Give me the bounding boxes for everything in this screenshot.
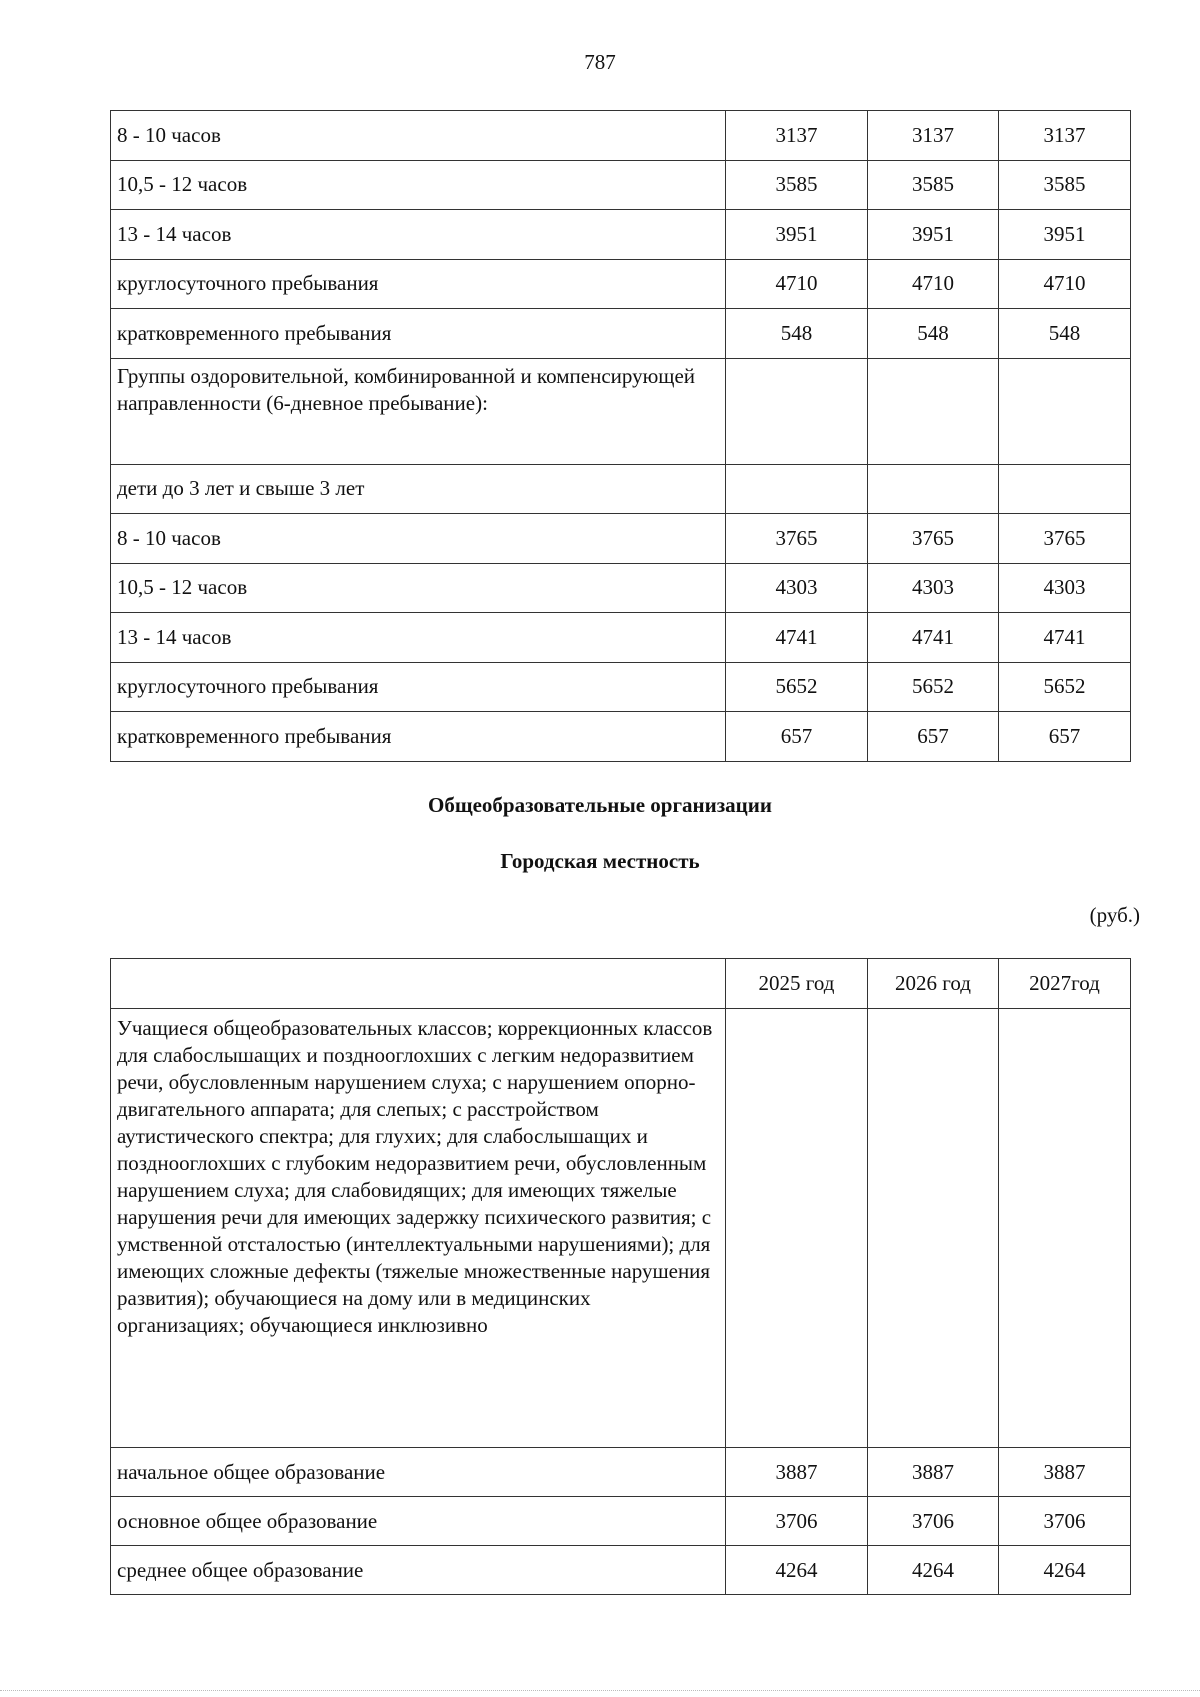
value-cell: 657	[868, 712, 999, 762]
value-cell: 3706	[999, 1497, 1131, 1546]
table-row	[111, 514, 1131, 564]
row-label: круглосуточного пребывания	[111, 259, 726, 309]
row-label: 13 - 14 часов	[111, 210, 726, 260]
value-cell: 657	[999, 712, 1131, 762]
value-cell: 5652	[726, 662, 868, 712]
value-cell: 4710	[999, 259, 1131, 309]
value-cell: 3585	[726, 160, 868, 210]
subsection-heading: Городская местность	[500, 849, 700, 873]
value-cell: 3137	[726, 111, 868, 161]
table-row	[111, 259, 1131, 309]
value-cell: 3765	[868, 514, 999, 564]
value-cell: 3765	[726, 514, 868, 564]
value-cell: 4741	[726, 613, 868, 663]
section-heading: Общеобразовательные организации	[428, 793, 772, 817]
row-label: Группы оздоровительной, комбинированной и компенсирующей направленности (6-дневное пребывание):	[111, 358, 726, 464]
table-row	[111, 160, 1131, 210]
value-cell: 5652	[868, 662, 999, 712]
value-cell	[868, 358, 999, 464]
row-label: круглосуточного пребывания	[111, 662, 726, 712]
table-row	[111, 563, 1131, 613]
table-row	[111, 1448, 1131, 1497]
header-cell-2026: 2026 год	[868, 959, 999, 1009]
table-row	[111, 210, 1131, 260]
value-cell	[868, 464, 999, 514]
row-label: кратковременного пребывания	[111, 309, 726, 359]
page-number: 787	[584, 50, 616, 74]
row-label: 8 - 10 часов	[111, 111, 726, 161]
value-cell: 3706	[868, 1497, 999, 1546]
header-cell	[111, 959, 726, 1009]
value-cell: 3706	[726, 1497, 868, 1546]
table-row	[111, 111, 1131, 161]
table-row	[111, 613, 1131, 663]
table-row	[111, 358, 1131, 464]
value-cell	[726, 464, 868, 514]
category-description: Учащиеся общеобразовательных классов; коррекционных классов для слабослышащих и позднооглохших с легким недоразвитием речи, обусловленным нарушением слуха; с нарушением опорно-двигательного аппарата; для слепых; с расстройством аутистического спектра; для глухих; для слабослышащих и позднооглохших с глубоким недоразвитием речи, обусловленным нарушением слуха; для слабовидящих; для имеющих тяжелые нарушения речи для имеющих задержку психического развития; с умственной отсталостью (интеллектуальными нарушениями); для имеющих сложные дефекты (тяжелые множественные нарушения развития); обучающиеся на дому или в медицинских организациях; обучающиеся инклюзивно	[111, 1009, 726, 1448]
table-row	[111, 464, 1131, 514]
value-cell: 3887	[868, 1448, 999, 1497]
value-cell: 3951	[726, 210, 868, 260]
value-cell: 4710	[868, 259, 999, 309]
value-cell: 4264	[999, 1546, 1131, 1595]
table-row	[111, 1546, 1131, 1595]
value-cell: 3951	[999, 210, 1131, 260]
tariff-table-preschool	[110, 110, 1131, 762]
row-label: начальное общее образование	[111, 1448, 726, 1497]
header-cell-2027: 2027год	[999, 959, 1131, 1009]
value-cell	[726, 358, 868, 464]
value-cell: 3585	[999, 160, 1131, 210]
row-label: основное общее образование	[111, 1497, 726, 1546]
value-cell: 3887	[999, 1448, 1131, 1497]
value-cell	[999, 358, 1131, 464]
value-cell: 548	[726, 309, 868, 359]
row-label: 10,5 - 12 часов	[111, 160, 726, 210]
row-label: 13 - 14 часов	[111, 613, 726, 663]
page-bottom-divider	[0, 1690, 1200, 1691]
empty-cell	[726, 1009, 868, 1448]
row-label: дети до 3 лет и свыше 3 лет	[111, 464, 726, 514]
value-cell: 5652	[999, 662, 1131, 712]
value-cell: 548	[868, 309, 999, 359]
value-cell: 4264	[726, 1546, 868, 1595]
value-cell: 3765	[999, 514, 1131, 564]
row-label: 10,5 - 12 часов	[111, 563, 726, 613]
table-header-row	[111, 959, 1131, 1009]
value-cell: 4303	[726, 563, 868, 613]
table-row	[111, 662, 1131, 712]
value-cell: 4264	[868, 1546, 999, 1595]
value-cell: 4741	[999, 613, 1131, 663]
value-cell: 4741	[868, 613, 999, 663]
value-cell: 3585	[868, 160, 999, 210]
row-label: кратковременного пребывания	[111, 712, 726, 762]
table-row	[111, 1497, 1131, 1546]
category-row	[111, 1009, 1131, 1448]
empty-cell	[868, 1009, 999, 1448]
value-cell	[999, 464, 1131, 514]
value-cell: 4303	[999, 563, 1131, 613]
value-cell: 3951	[868, 210, 999, 260]
value-cell: 4303	[868, 563, 999, 613]
row-label: 8 - 10 часов	[111, 514, 726, 564]
value-cell: 657	[726, 712, 868, 762]
value-cell: 4710	[726, 259, 868, 309]
value-cell: 3887	[726, 1448, 868, 1497]
value-cell: 548	[999, 309, 1131, 359]
table-row	[111, 309, 1131, 359]
value-cell: 3137	[868, 111, 999, 161]
header-cell-2025: 2025 год	[726, 959, 868, 1009]
tariff-table-schools	[110, 958, 1131, 1595]
unit-label: (руб.)	[1089, 903, 1140, 927]
empty-cell	[999, 1009, 1131, 1448]
value-cell: 3137	[999, 111, 1131, 161]
row-label: среднее общее образование	[111, 1546, 726, 1595]
table-row	[111, 712, 1131, 762]
